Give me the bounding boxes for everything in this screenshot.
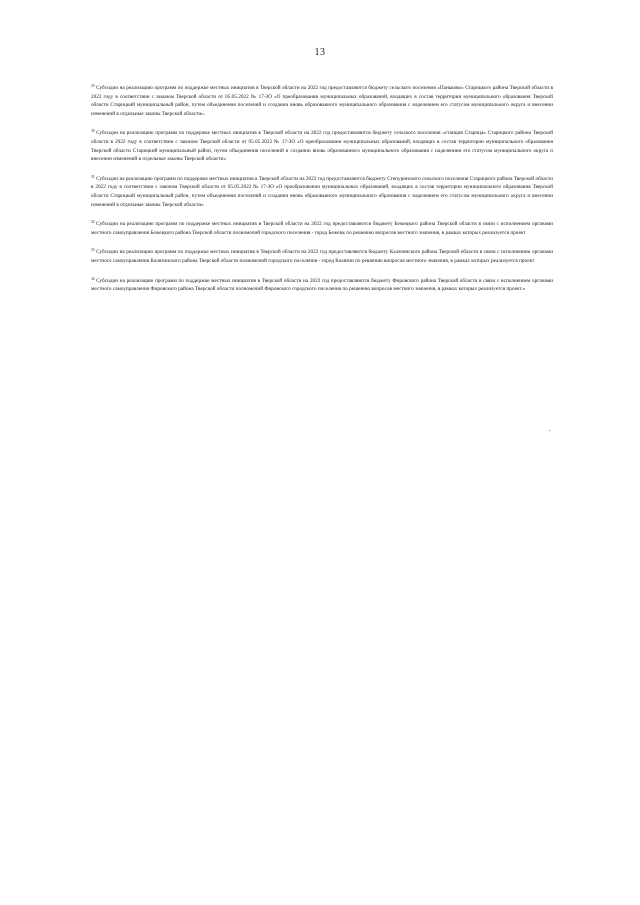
footnote-marker: 31	[91, 174, 95, 179]
footnote-marker: 34	[91, 276, 95, 281]
footnote-text: Субсидии на реализацию программ по поддержке местных инициатив в Тверской области на 2022 год предоставляются бюджету Степуринского сельского поселения Старицкого района Тверской области в 2022 году в соответствии с законом Тверской области от 05.05.2022 № 17-ЗО «О преобразовании муниципальных образований, входящих в состав территории муниципального образования Тверской области Старицкий муниципальный район, путем объединения поселений и создании вновь образованного муниципального образования с наделением его статусом муниципального округа и внесении изменений в отдельные законы Тверской области»	[91, 175, 553, 208]
footnote-marker: 32	[91, 220, 95, 225]
footnote-marker: 29	[91, 84, 95, 88]
footnote-text: Субсидии на реализацию программ по поддержке местных инициатив в Тверской области на 2022 год предоставляются бюджету Фировского района Тверской области в связи с исполнением органами местного самоуправления Фировского района Тверской области полномочий Фировского городского поселения по решению вопросов местного значения, в рамках которых реализуется проект.»	[91, 277, 553, 293]
footnote	[91, 173, 553, 209]
scan-speck	[549, 430, 550, 431]
footnote-text: Субсидии на реализацию программ по поддержке местных инициатив в Тверской области на 2022 год предоставляются бюджету Бежецкого района Тверской области в связи с исполнением органами местного самоуправления Бежецкого района Тверской области полномочий городского поселения - город Бежецк по решению вопросов местного значения, в рамках которых реализуется проект	[91, 221, 553, 236]
footnote-text: Субсидии на реализацию программ по поддержке местных инициатив в Тверской области на 2022 год предоставляются бюджету сельского поселения «Паньково» Старицкого района Тверской области в 2022 году в соответствии с законом Тверской области от 05.05.2022 № 17-ЗО «О преобразовании муниципальных образований, входящих в состав территории муниципального образования Тверской области Старицкий муниципальный район, путем объединения поселений и создании вновь образованного муниципального образования с наделением его статусом муниципального округа и внесении изменений в отдельные законы Тверской области».	[91, 85, 553, 117]
footnote-marker: 30	[91, 129, 95, 134]
footnote	[91, 82, 553, 118]
footnote	[91, 218, 553, 237]
footnote-text: Субсидии на реализацию программ по поддержке местных инициатив в Тверской области на 2022 год предоставляются бюджету сельского поселения «станция Старица» Старицкого района Тверской области в 2022 году в соответствии с законом Тверской области от 05.05.2022 № 17-ЗО «О преобразовании муниципальных образований, входящих в состав территории муниципального образования Тверской области Старицкий муниципальный район, путем объединения поселений и создании вновь образованного муниципального образования с наделением его статусом муниципального округа и внесении изменений в отдельные законы Тверской области»	[91, 130, 553, 163]
footnote	[91, 275, 553, 294]
footnote	[91, 127, 553, 163]
page-number: 13	[314, 47, 326, 58]
footnote-text: Субсидии на реализацию программ по поддержке местных инициатив в Тверской области на 2022 год предоставляются бюджету Калязинского района Тверской области в связи с исполнением органами местного самоуправления Калязинского района Тверской области полномочий городского поселения - город Калязин по решению вопросов местного значения, в рамках которых реализуется проект	[91, 249, 553, 264]
footnote	[91, 246, 553, 265]
footnotes-list	[91, 82, 553, 303]
footnote-marker: 33	[91, 248, 95, 253]
